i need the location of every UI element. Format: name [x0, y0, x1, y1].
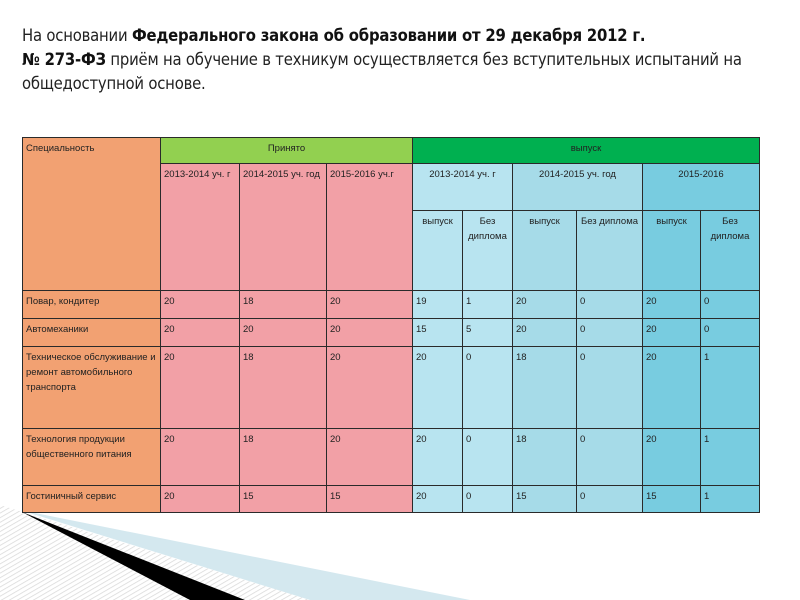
cell: 20: [161, 291, 240, 319]
cell: 20: [413, 486, 463, 513]
header-accepted-year-3: 2015-2016 уч.г: [327, 164, 413, 291]
row-specialty: Техническое обслуживание и ремонт автомобильного транспорта: [23, 347, 161, 429]
cell: 20: [643, 291, 701, 319]
cell: 0: [577, 486, 643, 513]
cell: 0: [701, 319, 760, 347]
header-grad-sub: Без диплома: [577, 211, 643, 291]
header-grad-sub: Без диплома: [463, 211, 513, 291]
cell: 20: [513, 319, 577, 347]
cell: 20: [413, 347, 463, 429]
cell: 20: [327, 429, 413, 486]
row-specialty: Автомеханики: [23, 319, 161, 347]
cell: 0: [577, 291, 643, 319]
cell: 5: [463, 319, 513, 347]
cell: 0: [463, 347, 513, 429]
cell: 15: [643, 486, 701, 513]
header-grad-sub: выпуск: [513, 211, 577, 291]
header-grad-year-1: 2013-2014 уч. г: [413, 164, 513, 211]
light-blue-wedge: [20, 510, 470, 600]
cell: 0: [463, 429, 513, 486]
table-row: [23, 429, 760, 486]
cell: 1: [701, 486, 760, 513]
specialties-table: [22, 137, 760, 513]
header-grad-year-3: 2015-2016: [643, 164, 760, 211]
table-row: [23, 347, 760, 429]
cell: 0: [577, 319, 643, 347]
cell: 18: [240, 291, 327, 319]
cell: 20: [643, 347, 701, 429]
cell: 1: [701, 347, 760, 429]
header-accepted-year-2: 2014-2015 уч. год: [240, 164, 327, 291]
header-grad-sub: выпуск: [643, 211, 701, 291]
cell: 18: [513, 347, 577, 429]
cell: 1: [463, 291, 513, 319]
cell: 20: [161, 347, 240, 429]
cell: 20: [161, 319, 240, 347]
cell: 20: [240, 319, 327, 347]
header-accepted-year-1: 2013-2014 уч. г: [161, 164, 240, 291]
cell: 20: [161, 429, 240, 486]
cell: 20: [161, 486, 240, 513]
header-grad-sub: Без диплома: [701, 211, 760, 291]
header-specialty: Специальность: [23, 138, 161, 291]
row-specialty: Технология продукции общественного питания: [23, 429, 161, 486]
cell: 20: [643, 319, 701, 347]
intro-text-2: приём на обучение в техникум осуществляется без вступительных испытаний на общедоступной основе.: [22, 50, 742, 93]
header-accepted: Принято: [161, 138, 413, 164]
cell: 0: [577, 429, 643, 486]
cell: 18: [513, 429, 577, 486]
cell: 20: [413, 429, 463, 486]
cell: 1: [701, 429, 760, 486]
cell: 15: [327, 486, 413, 513]
header-graduation: выпуск: [413, 138, 760, 164]
cell: 18: [240, 347, 327, 429]
cell: 15: [413, 319, 463, 347]
table-row: [23, 486, 760, 513]
intro-law-number: № 273-ФЗ: [22, 50, 106, 69]
header-grad-year-2: 2014-2015 уч. год: [513, 164, 643, 211]
cell: 19: [413, 291, 463, 319]
hatched-triangle: [0, 505, 310, 600]
intro-law-title: Федерального закона об образовании от 29 декабря 2012 г.: [131, 26, 646, 45]
cell: 20: [327, 347, 413, 429]
cell: 0: [463, 486, 513, 513]
black-wedge: [22, 512, 245, 600]
intro-paragraph: [22, 24, 792, 96]
table-row: [23, 291, 760, 319]
cell: 0: [701, 291, 760, 319]
cell: 20: [643, 429, 701, 486]
cell: 0: [577, 347, 643, 429]
cell: 20: [327, 291, 413, 319]
cell: 15: [240, 486, 327, 513]
header-grad-sub: выпуск: [413, 211, 463, 291]
intro-text-1: На основании: [22, 26, 132, 45]
cell: 20: [327, 319, 413, 347]
cell: 20: [513, 291, 577, 319]
cell: 15: [513, 486, 577, 513]
row-specialty: Повар, кондитер: [23, 291, 161, 319]
table-row: [23, 319, 760, 347]
row-specialty: Гостиничный сервис: [23, 486, 161, 513]
cell: 18: [240, 429, 327, 486]
